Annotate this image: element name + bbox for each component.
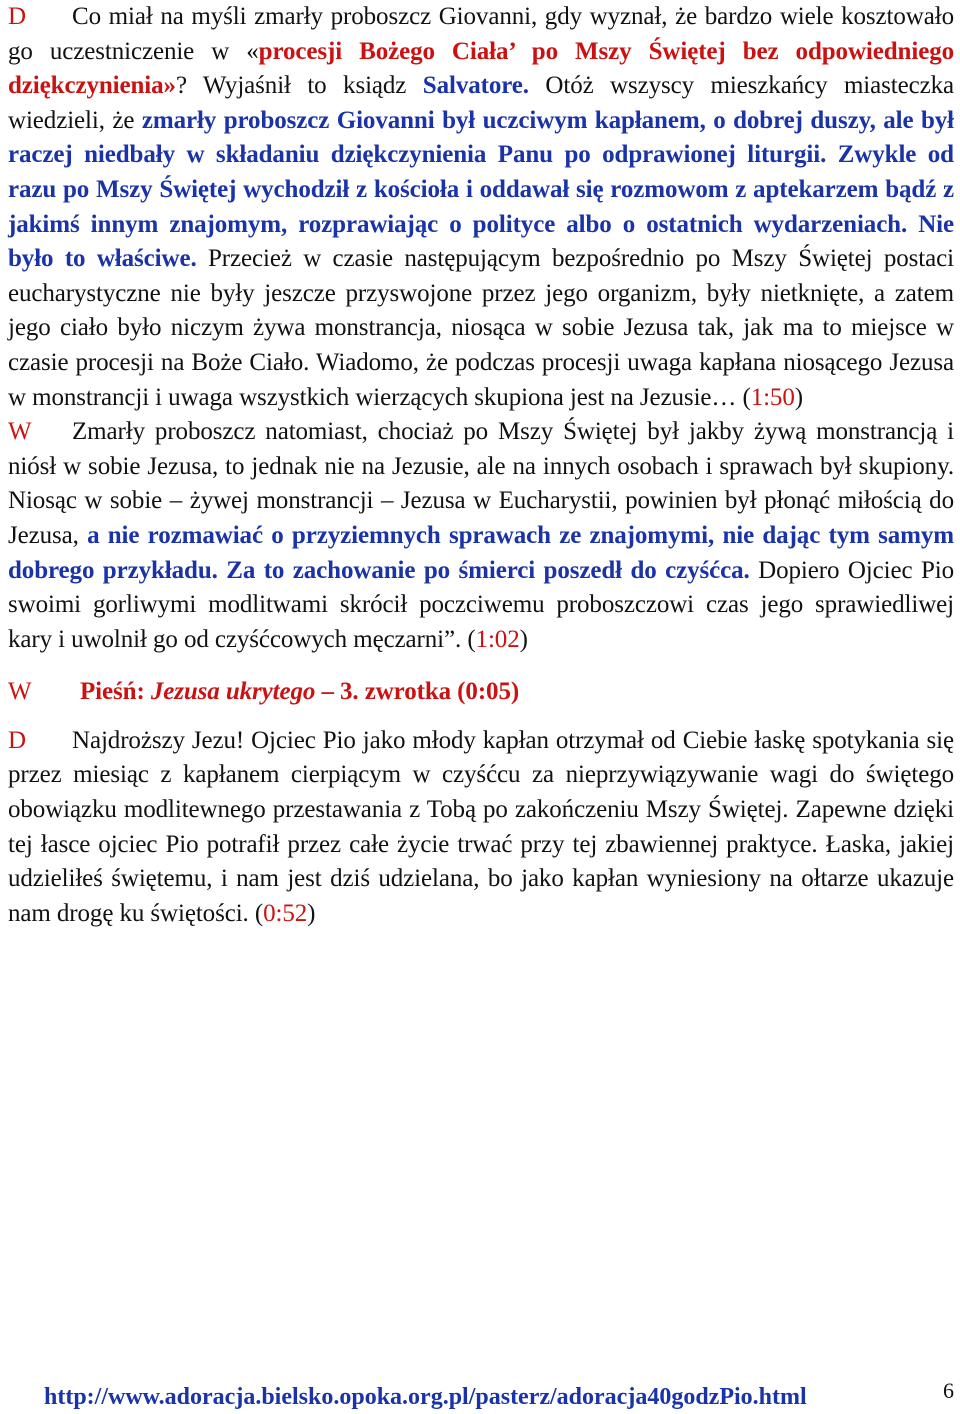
- page-footer: [0, 1380, 960, 1414]
- text: ): [307, 899, 316, 927]
- speaker-label: W: [8, 678, 32, 706]
- duration: 1:50: [750, 383, 795, 411]
- page-number: 6: [943, 1378, 954, 1403]
- duration: 0:52: [263, 899, 308, 927]
- song-label: Pieśń:: [80, 678, 151, 706]
- text: Dopiero Ojciec Pio swoimi gorliwymi modlitwami skrócił poczciwemu proboszczowi czas jego sprawiedliwej kary i uwolnił go od czyśćcowych męczarni”. (: [8, 556, 955, 653]
- song-verse: – 3. zwrotka (: [315, 678, 466, 706]
- emphasis-blue: a nie rozmawiać o przyziemnych sprawach ze znajomymi, nie dając tym samym dobrego przykładu. Za to zachowanie po śmierci poszedł do czyśćca.: [8, 521, 954, 584]
- song-title: Jezusa ukrytego: [150, 678, 316, 706]
- duration: 0:05: [465, 678, 511, 706]
- document-page: [8, 0, 954, 931]
- text: Najdroższy Jezu! Ojciec Pio jako młody kapłan otrzymał od Ciebie łaskę spotykania się przez miesiąc z kapłanem cierpiącym w czyśćcu za nieprzywiązywanie wagi do świętego obowiązku modlitewnego przestawania z Tobą po zakończeniu Mszy Świętej. Zapewne dzięki tej łasce ojciec Pio potrafił przez całe życie trwać przy tej zbawiennej praktyce. Łaska, jakiej udzieliłeś świętemu, i nam jest dziś udzielana, bo jako kapłan wyniesiony na ołtarze ukazuje nam drogę ku świętości. (: [8, 726, 954, 927]
- emphasis-blue: Salvatore.: [422, 72, 529, 100]
- paragraph-w-explanation: [8, 415, 954, 657]
- song-line: [80, 678, 519, 705]
- footer-url-link[interactable]: http://www.adoracja.bielsko.opoka.org.pl/pasterz/adoracja40godzPio.html: [44, 1384, 807, 1410]
- text: ? Wyjaśnił to ksiądz: [175, 72, 423, 100]
- paragraph-d-prayer: [8, 724, 954, 932]
- speaker-label: D: [8, 3, 26, 30]
- text: Otóż wszyscy mieszkańcy miasteczka wiedzieli, że: [8, 72, 954, 134]
- paragraph-d-question: [8, 0, 954, 415]
- song-close: ): [510, 678, 520, 706]
- paragraph-song: [8, 675, 954, 710]
- text: Przecież w czasie następującym bezpośrednio po Mszy Świętej postaci eucharystyczne nie były jeszcze przyswojone przez jego organizm, były nietknięte, a zatem jego ciało było niczym żywa monstrancja, niosąca w sobie Jezusa tak, jak ma to miejsce w czasie procesji na Boże Ciało. Wiadomo, że podczas procesji uwaga kapłana niosącego Jezusa w monstrancji i uwaga wszystkich wierzących skupiona jest na Jezusie… (: [8, 245, 954, 411]
- text: Co miał na myśli zmarły proboszcz Giovanni, gdy wyznał, że bardzo wiele kosztowało go uczestniczenie w «: [8, 3, 954, 65]
- text: ): [794, 383, 803, 411]
- emphasis-blue: zmarły proboszcz Giovanni był uczciwym kapłanem, o dobrej duszy, ale był raczej niedbały w składaniu dziękczynienia Panu po odprawionej liturgii. Zwykle od razu po Mszy Świętej wychodził z kościoła i oddawał się rozmowom z aptekarzem bądź z jakimś innym znajomym, rozprawiając o polityce albo o ostatnich wydarzeniach. Nie było to właściwe.: [8, 106, 955, 273]
- text: ): [519, 625, 528, 653]
- text: Zmarły proboszcz natomiast, chociaż po Mszy Świętej był jakby żywą monstrancją i niósł w sobie Jezusa, to jednak nie na Jezusie, ale na innych osobach i sprawach był skupiony. Niosąc w sobie – żywej monstrancji – Jezusa w Eucharystii, powinien był płonąć miłością do Jezusa,: [8, 418, 954, 549]
- speaker-label: W: [8, 418, 32, 446]
- emphasis-red: procesji Bożego Ciała’ po Mszy Świętej bez odpowiedniego dziękczynienia»: [8, 37, 954, 100]
- duration: 1:02: [475, 625, 520, 653]
- speaker-label: D: [8, 726, 26, 754]
